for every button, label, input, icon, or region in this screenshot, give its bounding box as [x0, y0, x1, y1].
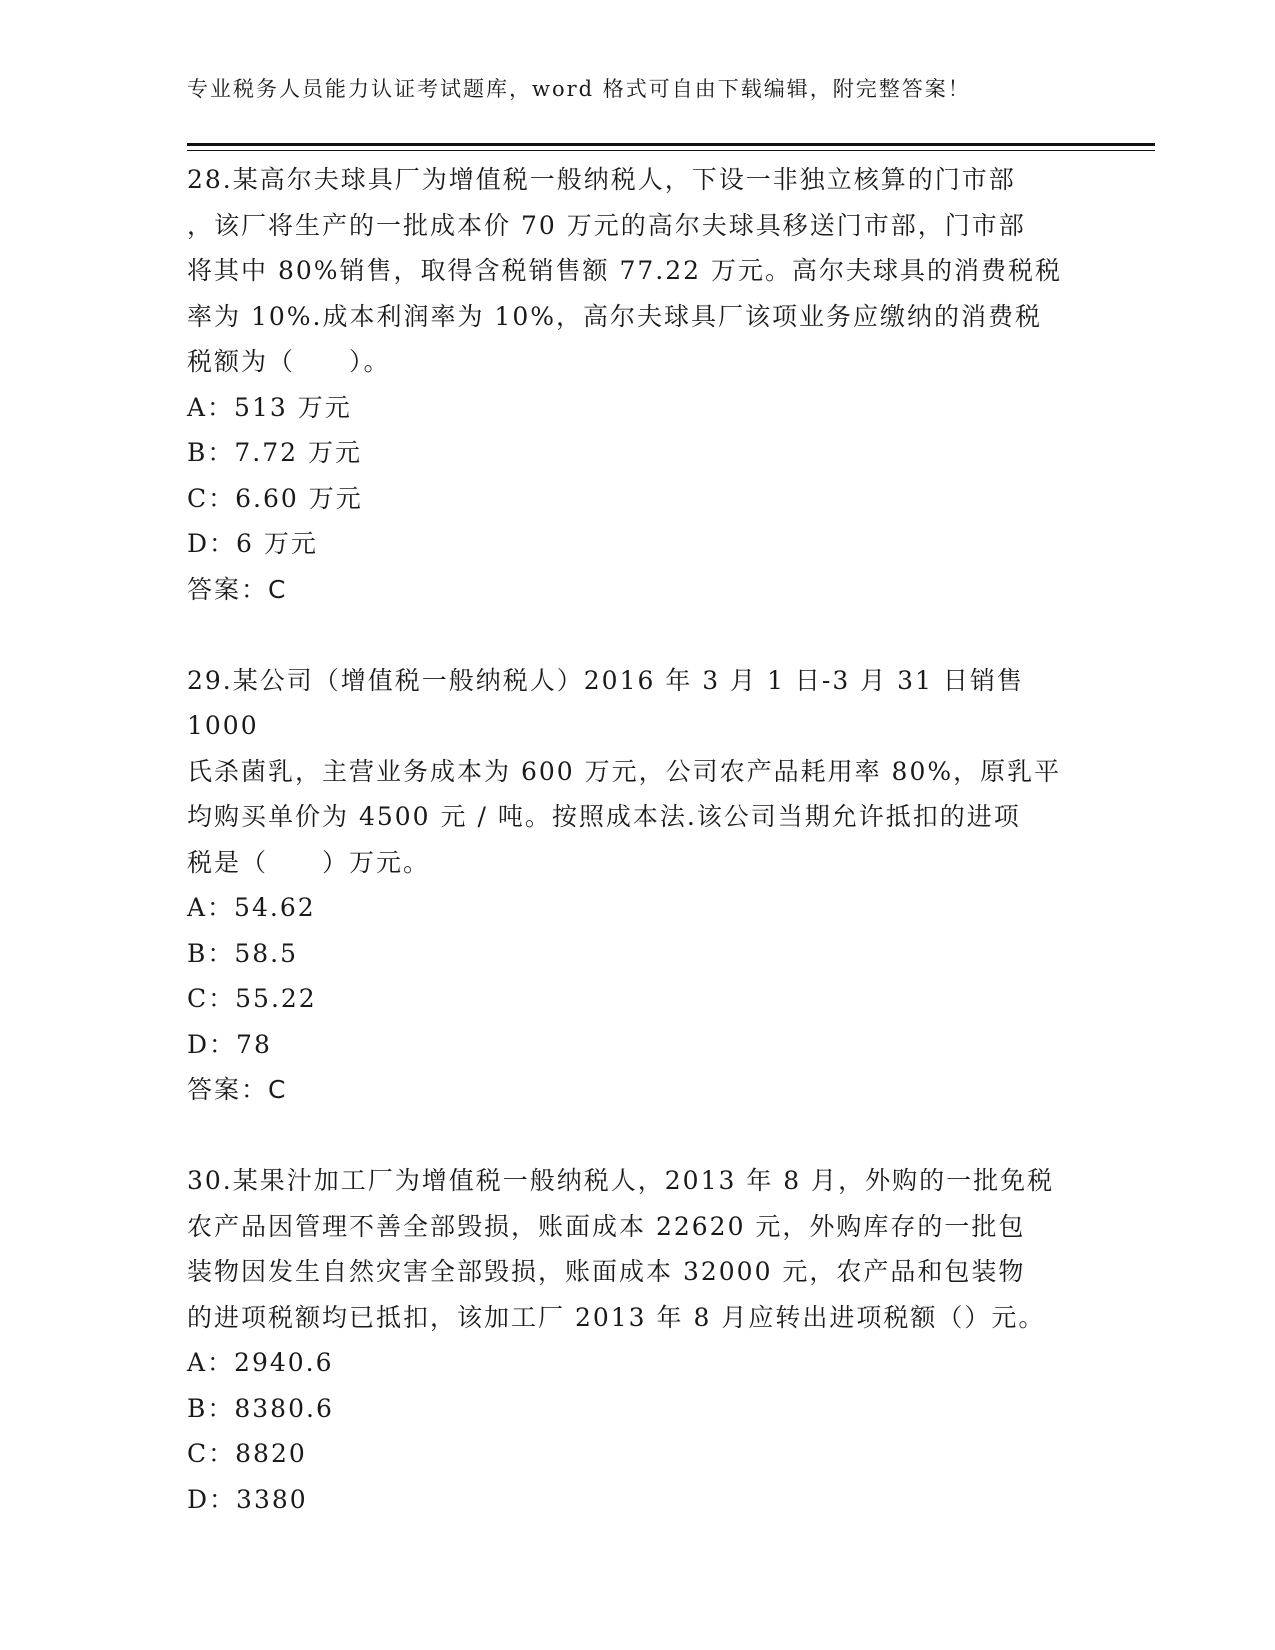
page-header: 专业税务人员能力认证考试题库，word 格式可自由下载编辑，附完整答案！: [187, 77, 971, 101]
option-b: B：7.72 万元: [187, 438, 362, 467]
option-a: A：54.62: [187, 893, 316, 922]
answer-line: 答案：C: [187, 1075, 288, 1104]
question-stem-line: 农产品因管理不善全部毁损，账面成本 22620 元，外购库存的一批包: [187, 1211, 1026, 1241]
header-rule-thin: [187, 150, 1155, 151]
option-d: D：6 万元: [187, 529, 318, 558]
question-stem-line: 28.某高尔夫球具厂为增值税一般纳税人，下设一非独立核算的门市部: [187, 165, 1016, 194]
option-a: A：513 万元: [187, 392, 352, 422]
question-28: [187, 157, 1087, 612]
question-stem-line: 均购买单价为 4500 元 / 吨。按照成本法.该公司当期允许抵扣的进项: [187, 802, 1021, 831]
option-c: C：6.60 万元: [187, 483, 363, 513]
question-stem-line: ，该厂将生产的一批成本价 70 万元的高尔夫球具移送门市部，门市部: [187, 210, 1026, 240]
option-d: D：78: [187, 1029, 272, 1059]
option-c: C：55.22: [187, 984, 317, 1013]
question-stem-line: 税是（ ）万元。: [187, 847, 431, 877]
option-b: B：58.5: [187, 938, 299, 968]
header-rule-thick: [187, 143, 1155, 146]
question-stem-line: 将其中 80%销售，取得含税销售额 77.22 万元。高尔夫球具的消费税税: [187, 256, 1062, 285]
option-b: B：8380.6: [187, 1393, 334, 1423]
question-stem-line: 氏杀菌乳，主营业务成本为 600 万元，公司农产品耗用率 80%，原乳平: [187, 756, 1062, 786]
question-30: [187, 1158, 1087, 1522]
question-stem-line: 29.某公司（增值税一般纳税人）2016 年 3 月 1 日-3 月 31 日销售 1000: [187, 665, 1024, 740]
question-29: [187, 658, 1087, 1113]
option-a: A：2940.6: [187, 1348, 334, 1377]
question-spacer: [187, 1113, 1087, 1159]
question-stem-line: 税额为（ ）。: [187, 347, 391, 376]
answer-line: 答案：C: [187, 574, 288, 604]
question-stem-line: 装物因发生自然灾害全部毁损，账面成本 32000 元，农产品和包装物: [187, 1257, 1026, 1286]
question-stem-line: 的进项税额均已抵扣，该加工厂 2013 年 8 月应转出进项税额（）元。: [187, 1302, 1046, 1332]
question-stem-line: 30.某果汁加工厂为增值税一般纳税人，2013 年 8 月，外购的一批免税: [187, 1166, 1055, 1195]
question-stem-line: 率为 10%.成本利润率为 10%，高尔夫球具厂该项业务应缴纳的消费税: [187, 301, 1042, 331]
question-spacer: [187, 612, 1087, 658]
question-list: [187, 157, 1087, 1522]
option-d: D：3380: [187, 1484, 308, 1514]
option-c: C：8820: [187, 1439, 307, 1468]
